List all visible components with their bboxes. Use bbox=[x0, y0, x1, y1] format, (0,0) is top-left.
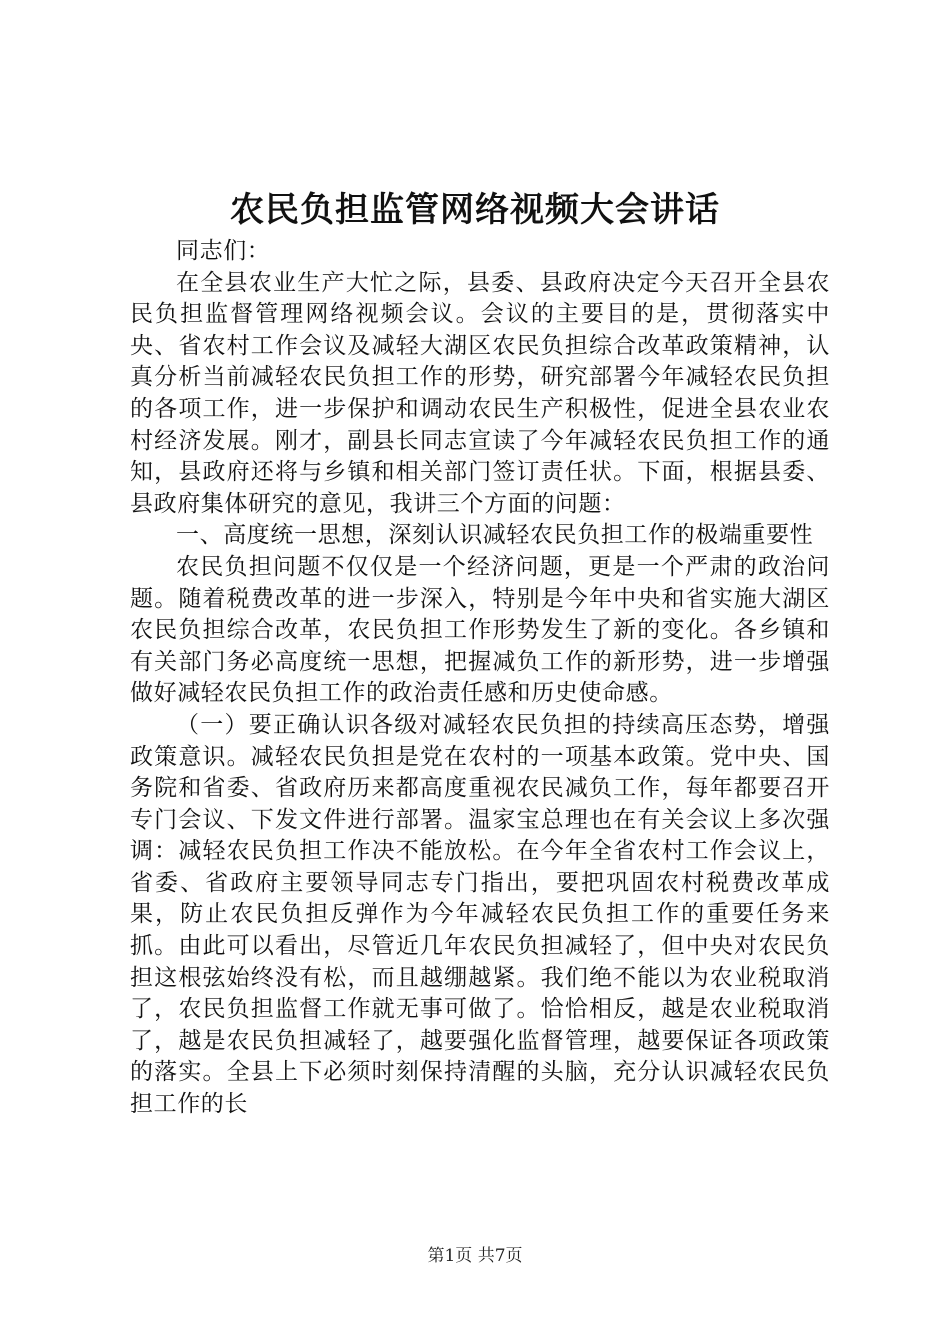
salutation: 同志们： bbox=[176, 238, 271, 264]
section-heading-1: 一、高度统一思想，深刻认识减轻农民负担工作的极端重要性 bbox=[176, 522, 814, 549]
paragraph-subsection-1: （一）要正确认识各级对减轻农民负担的持续高压态势，增强政策意识。减轻农民负担是党在农村的一项基本政策。党中央、国务院和省委、省政府历来都高度重视农民减负工作，每年都要召开专门会议、下发文件进行部署。温家宝总理也在有关会议上多次强调：减轻农民负担工作决不能放松。在今年全省农村工作会议上，省委、省政府主要领导同志专门指出，要把巩固农村税费改革成果，防止农民负担反弹作为今年减轻农民负担工作的重要任务来抓。由此可以看出，尽管近几年农民负担减轻了，但中央对农民负担这根弦始终没有松，而且越绷越紧。我们绝不能以为农业税取消了，农民负担监督工作就无事可做了。恰恰相反，越是农业税取消了，越是农民负担减轻了，越要强化监督管理，越要保证各项政策的落实。全县上下必须时刻保持清醒的头脑，充分认识减轻农民负担工作的长 bbox=[130, 711, 830, 1118]
page-footer: 第1页 共7页 bbox=[427, 1246, 523, 1266]
paragraph-intro: 在全县农业生产大忙之际，县委、县政府决定今天召开全县农民负担监督管理网络视频会议。会议的主要目的是，贯彻落实中央、省农村工作会议及减轻大湖区农民负担综合改革政策精神，认真分析当前减轻农民负担工作的形势，研究部署今年减轻农民负担的各项工作，进一步保护和调动农民生产积极性，促进全县农业农村经济发展。刚才，副县长同志宣读了今年减轻农民负担工作的通知，县政府还将与乡镇和相关部门签订责任状。下面，根据县委、县政府集体研究的意见，我讲三个方面的问题： bbox=[130, 269, 830, 517]
paragraph-section-1: 农民负担问题不仅仅是一个经济问题，更是一个严肃的政治问题。随着税费改革的进一步深入，特别是今年中央和省实施大湖区农民负担综合改革，农民负担工作形势发生了新的变化。各乡镇和有关部门务必高度统一思想，把握减负工作的新形势，进一步增强做好减轻农民负担工作的政治责任感和历史使命感。 bbox=[130, 553, 830, 707]
document-body bbox=[130, 236, 830, 1121]
document-title: 农民负担监管网络视频大会讲话 bbox=[230, 190, 720, 230]
